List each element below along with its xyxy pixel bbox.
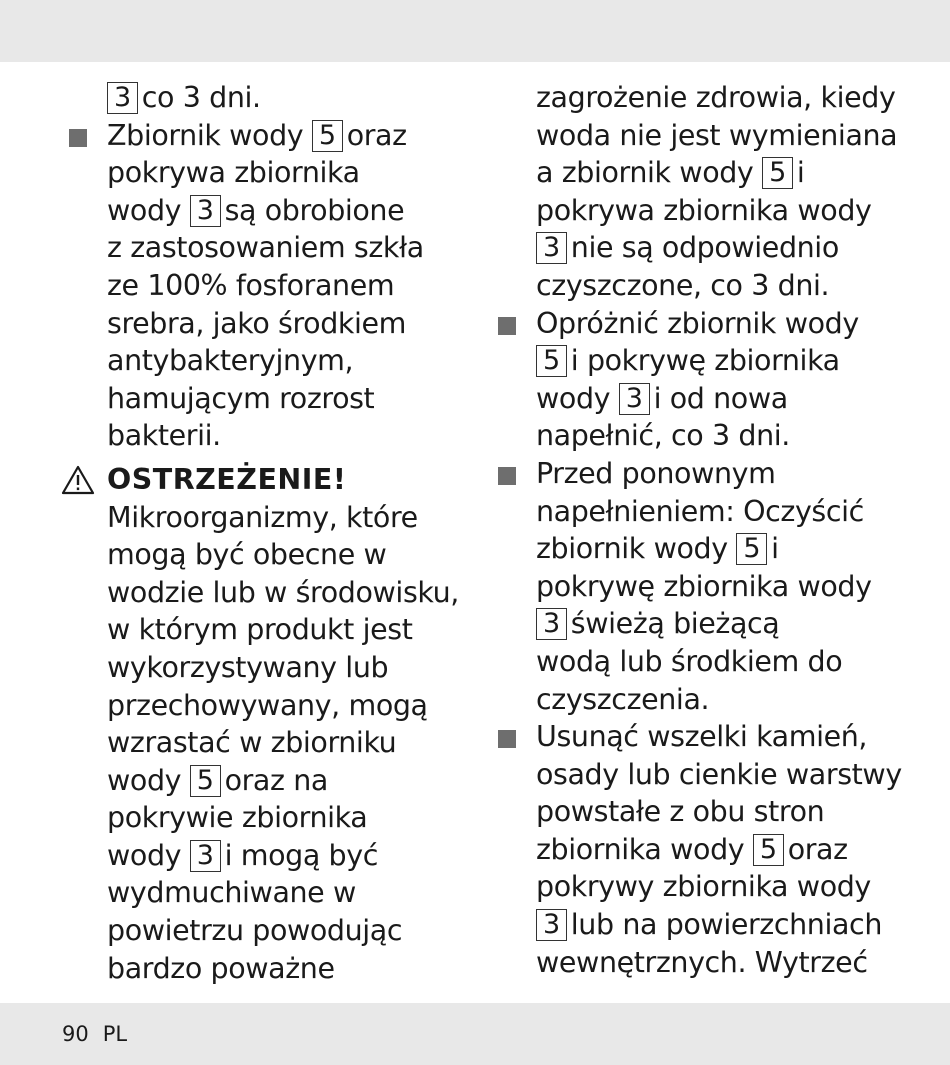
text-line: wykorzystywany lub (107, 650, 389, 684)
text-line: osady lub cienkie warstwy (536, 757, 902, 791)
part-reference: 3 (190, 195, 221, 227)
text-line: wydmuchiwane w (107, 876, 356, 910)
text-line: zbiornika wody 5 oraz (536, 832, 848, 866)
bullet-line: Zbiornik wody 5 oraz (107, 117, 467, 155)
text-line: Mikroorganizmy, które (107, 500, 418, 534)
text-line: hamującym rozrost (107, 381, 375, 415)
text-line: wody 3 są obrobione (107, 193, 405, 227)
part-reference: 5 (736, 533, 767, 565)
left-column (107, 79, 467, 987)
text-line: mogą być obecne w (107, 538, 387, 572)
part-reference: 3 (536, 608, 567, 640)
bullet-line: Opróżnić zbiornik wody (536, 305, 931, 343)
part-reference: 5 (312, 120, 343, 152)
text-line: pokrywie zbiornika (107, 801, 368, 835)
text-line: przechowywany, mogą (107, 688, 428, 722)
part-reference: 3 (107, 82, 138, 114)
text-line: 3 nie są odpowiednio (536, 229, 931, 267)
text-line: napełnić, co 3 dni. (536, 419, 790, 453)
text-line: pokrywa zbiornika wody (536, 193, 872, 227)
text-line: zagrożenie zdrowia, kiedy (536, 81, 896, 114)
part-reference: 5 (536, 345, 567, 377)
text-line: zbiornik wody 5 i (536, 532, 779, 566)
text-line: 3 co 3 dni. (107, 79, 467, 117)
warning-heading-line (107, 461, 467, 499)
text-line: w którym produkt jest (107, 613, 413, 647)
part-reference: 5 (753, 834, 784, 866)
warning-triangle-icon (61, 465, 95, 495)
text-line: czyszczenia. (536, 682, 710, 716)
text-line: wzrastać w zbiorniku (107, 726, 397, 760)
text-line: bardzo poważne (107, 951, 335, 985)
text-line: bakterii. (107, 419, 221, 453)
bullet-square-icon (498, 467, 516, 485)
text-line: wody 3 i mogą być (107, 838, 378, 872)
page-number: 90 (62, 1022, 89, 1046)
text-line: wodą lub środkiem do (536, 644, 843, 678)
part-reference: 5 (762, 157, 793, 189)
text-line: antybakteryjnym, (107, 344, 354, 378)
top-band (0, 0, 950, 62)
language-code: PL (102, 1022, 128, 1046)
part-reference: 3 (619, 383, 650, 415)
text-line: 3 świeżą bieżącą (536, 605, 931, 643)
text-line: a zbiornik wody 5 i (536, 156, 805, 190)
text-line: wodzie lub w środowisku, (107, 575, 459, 609)
text-line: czyszczone, co 3 dni. (536, 268, 830, 302)
text-line: powstałe z obu stron (536, 795, 825, 829)
part-reference: 5 (190, 765, 221, 797)
bullet-square-icon (69, 129, 87, 147)
bottom-band (0, 1003, 950, 1065)
part-reference: 3 (536, 909, 567, 941)
bullet-square-icon (498, 317, 516, 335)
text-line: 5 i pokrywę zbiornika (536, 342, 931, 380)
text-line: pokrywy zbiornika wody (536, 870, 871, 904)
part-reference: 3 (536, 232, 567, 264)
text-line: pokrywa zbiornika (107, 156, 360, 190)
text-line: wody 3 i od nowa (536, 381, 788, 415)
text-line: 3 lub na powierzchniach (536, 906, 931, 944)
text-line: srebra, jako środkiem (107, 306, 407, 340)
warning-heading: OSTRZEŻENIE! (107, 462, 347, 496)
text-line: ze 100% fosforanem (107, 268, 395, 302)
bullet-line: Usunąć wszelki kamień, (536, 718, 931, 756)
bullet-line: Przed ponownym (536, 455, 931, 493)
bullet-square-icon (498, 730, 516, 748)
text-line: z zastosowaniem szkła (107, 231, 424, 265)
part-reference: 3 (190, 840, 221, 872)
text-line: wody 5 oraz na (107, 763, 328, 797)
page-footer (62, 1022, 141, 1046)
text-line: woda nie jest wymieniana (536, 118, 898, 152)
text-line: wewnętrznych. Wytrzeć (536, 945, 868, 979)
text-line: napełnieniem: Oczyścić (536, 494, 864, 528)
text-line: powietrzu powodując (107, 914, 403, 948)
text-line: pokrywę zbiornika wody (536, 569, 872, 603)
right-column (536, 79, 931, 981)
